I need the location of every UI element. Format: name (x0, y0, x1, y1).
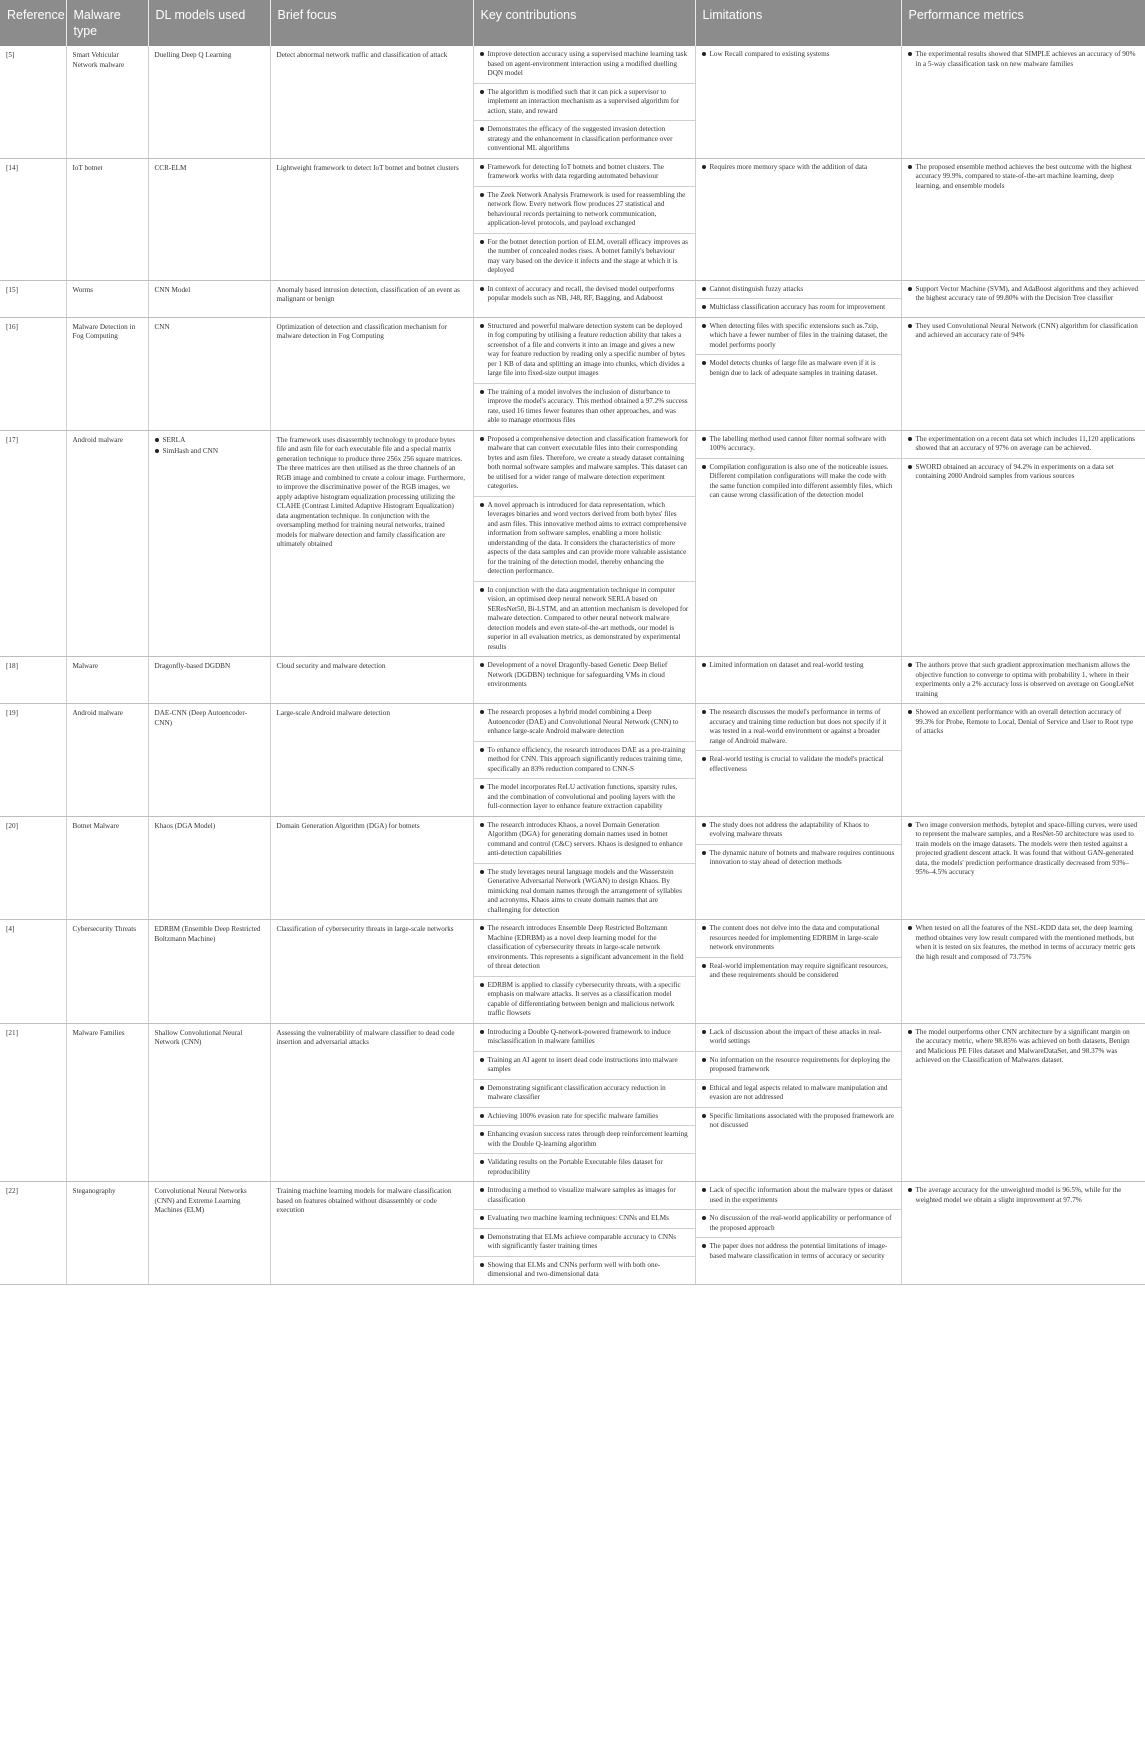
bullet-text: Limited information on dataset and real-world testing (709, 661, 864, 670)
bullet-item (474, 704, 695, 742)
cell-performance-metrics (901, 46, 1145, 158)
cell-malware-type: Worms (66, 280, 148, 317)
bullet-icon (908, 1030, 912, 1034)
cell-limitations (695, 46, 901, 158)
bullet-item (474, 1052, 695, 1080)
bullet-text: Achieving 100% evasion rate for specific malware families (487, 1111, 659, 1120)
bullet-item (696, 920, 901, 958)
table-header (0, 0, 1145, 46)
bullet-icon (480, 1086, 484, 1090)
bullet-item (474, 1108, 695, 1127)
bullet-icon (702, 823, 706, 827)
bullet-icon (480, 1160, 484, 1164)
bullet-text: When tested on all the features of the NSL-KDD data set, the deep learning method obtaines very low result compared with the mentioned methods, but when it is tested on six features, the method in terms of accuracy metric gets the high result and composed of 73.75% (915, 924, 1136, 961)
bullet-item (696, 159, 901, 177)
cell-dl-models: CNN (148, 317, 270, 430)
bullet-text: Enhancing evasion success rates through deep reinforcement learning with the Double Q-learning algorithm (487, 1130, 688, 1148)
cell-brief-focus: Anomaly based intrusion detection, classification of an event as malignant or benign (270, 280, 473, 317)
bullet-icon (908, 324, 912, 328)
cell-performance-metrics (901, 158, 1145, 280)
bullet-item (902, 817, 1145, 882)
bullet-icon (702, 305, 706, 309)
bullet-item (474, 384, 695, 430)
header-brief-focus: Brief focus (270, 0, 473, 46)
cell-malware-type: Malware (66, 657, 148, 704)
bullet-item (696, 355, 901, 382)
bullet-item (902, 46, 1145, 73)
bullet-text: Development of a novel Dragonfly-based Genetic Deep Belief Network (DGDBN) technique for safeguarding VMs in cloud environments (487, 661, 668, 689)
bullet-text: Introducing a method to visualize malware samples as images for classification (487, 1186, 676, 1204)
bullet-icon (702, 324, 706, 328)
bullet-icon (702, 465, 706, 469)
bullet-icon (908, 437, 912, 441)
cell-reference: [20] (0, 816, 66, 920)
cell-malware-type: Malware Families (66, 1023, 148, 1182)
bullet-item (474, 1257, 695, 1284)
bullet-icon (702, 1030, 706, 1034)
bullet-icon (480, 823, 484, 827)
bullet-icon (480, 165, 484, 169)
bullet-item (474, 431, 695, 497)
bullet-text: The model outperforms other CNN architecture by a significant margin on the accuracy metric, where 98.85% was achieved on both datasets, Benign and Malicious PE Files dataset and MalwareDataSet, and 98.37% was achieved on the Classification of Malwares dataset. (915, 1027, 1130, 1065)
bullet-item (474, 121, 695, 158)
bullet-icon (155, 438, 159, 442)
cell-dl-models: Convolutional Neural Networks (CNN) and Extreme Learning Machines (ELM) (148, 1182, 270, 1285)
bullet-text: When detecting files with specific extensions such as.7zip, which have a fewer number of files in the training dataset, the model performs poorly (709, 321, 888, 349)
bullet-item (902, 318, 1145, 345)
cell-key-contributions (473, 317, 695, 430)
bullet-icon (480, 437, 484, 441)
bullet-text: Structured and powerful malware detection system can be deployed in fog computing by utilising a feature reduction ability that takes a screenshot of a file and converts it into an image and gives a new way for feature reduction by reading only a specific number of bytes per 1 KB of data and splitting an image into chunks, which divides a large file into fixed-size output images (487, 321, 685, 378)
bullet-text: SERLA (162, 435, 186, 444)
cell-dl-models: CNN Model (148, 280, 270, 317)
bullet-text: Multiclass classification accuracy has room for improvement (709, 303, 886, 312)
bullet-text: In context of accuracy and recall, the devised model outperforms popular models such as NB, J48, RF, Bagging, and Adaboost (487, 284, 675, 303)
bullet-icon (480, 785, 484, 789)
cell-dl-models: Shallow Convolutional Neural Network (CNN) (148, 1023, 270, 1182)
bullet-text: The training of a model involves the inclusion of disturbance to improve the model's accuracy. This method obtained a 97.2% success rate, used 16 times fewer features than other approaches, and was able to manage enormous files (487, 387, 688, 425)
bullet-item (474, 742, 695, 780)
table-row (0, 704, 1145, 817)
cell-reference: [17] (0, 430, 66, 657)
bullet-icon (480, 1188, 484, 1192)
bullet-text: Evaluating two machine learning techniques: CNNs and ELMs (487, 1214, 669, 1223)
cell-brief-focus: Large-scale Android malware detection (270, 704, 473, 817)
bullet-item (696, 281, 901, 300)
bullet-item (474, 864, 695, 920)
bullet-item (474, 187, 695, 234)
bullet-text: Demonstrating that ELMs achieve comparable accuracy to CNNs with significantly faster training times (487, 1232, 677, 1251)
bullet-item (696, 459, 901, 505)
bullet-item (696, 1080, 901, 1108)
bullet-item (696, 1210, 901, 1238)
bullet-item (474, 817, 695, 864)
bullet-icon (702, 1188, 706, 1192)
cell-key-contributions (473, 920, 695, 1024)
bullet-text: They used Convolutional Neural Network (CNN) algorithm for classification and achieved an accuracy rate of 94% (915, 321, 1138, 340)
cell-performance-metrics (901, 657, 1145, 704)
bullet-item (902, 1024, 1145, 1070)
cell-brief-focus: Classification of cybersecurity threats in large-scale networks (270, 920, 473, 1024)
bullet-item (474, 318, 695, 384)
cell-limitations (695, 158, 901, 280)
cell-reference: [18] (0, 657, 66, 704)
bullet-text: The research introduces Ensemble Deep Restricted Boltzmann Machine (EDRBM) as a novel deep learning model for the classification of cybersecurity threats in large-scale network environments. This represents a significant advancement in the field of threat detection (487, 924, 684, 971)
cell-performance-metrics (901, 816, 1145, 920)
cell-key-contributions (473, 704, 695, 817)
bullet-item (696, 1182, 901, 1210)
bullet-icon (702, 165, 706, 169)
bullet-item (474, 497, 695, 582)
cell-reference: [16] (0, 317, 66, 430)
cell-dl-models: Khaos (DGA Model) (148, 816, 270, 920)
bullet-icon (480, 287, 484, 291)
bullet-icon (702, 710, 706, 714)
bullet-item (696, 1024, 901, 1052)
bullet-icon (702, 361, 706, 365)
bullet-text: The research proposes a hybrid model combining a Deep Autoencoder (DAE) and Convolutional Neural Network (CNN) to enhance large-scale Android malware detection (487, 708, 679, 736)
bullet-text: The research discusses the model's performance in terms of accuracy and training time reduction but does not specify if it was tested in a real-world environment or against a broader range of Android malware. (709, 708, 887, 745)
bullet-text: Lack of discussion about the impact of these attacks in real-world settings (709, 1027, 882, 1046)
bullet-text: SimHash and CNN (162, 447, 219, 456)
table-row (0, 280, 1145, 317)
bullet-item (474, 1154, 695, 1181)
bullet-icon (702, 757, 706, 761)
bullet-text: The research introduces Khaos, a novel Domain Generation Algorithm (DGA) for generating domain names used in botnet command and control (C&C) servers. Khaos is designed to enhance anti-detection capabilities (487, 820, 683, 858)
bullet-icon (480, 1114, 484, 1118)
header-limitations: Limitations (695, 0, 901, 46)
bullet-item (696, 817, 901, 845)
bullet-item (696, 299, 901, 317)
table-row (0, 158, 1145, 280)
cell-limitations (695, 657, 901, 704)
bullet-text: For the botnet detection portion of ELM, overall efficacy improves as the number of concealed nodes rises. A botnet family's behaviour may vary based on the device it infects and the stage at which it is deployed (487, 237, 688, 275)
bullet-item (474, 1229, 695, 1257)
cell-malware-type: Botnet Malware (66, 816, 148, 920)
bullet-icon (908, 710, 912, 714)
cell-key-contributions (473, 1182, 695, 1285)
bullet-item (696, 704, 901, 751)
bullet-item (474, 1126, 695, 1154)
cell-limitations (695, 1023, 901, 1182)
bullet-item (474, 920, 695, 977)
table-row (0, 1023, 1145, 1182)
cell-malware-type: Android malware (66, 430, 148, 657)
bullet-text: No information on the resource requirements for deploying the proposed framework (709, 1055, 891, 1074)
bullet-item (474, 46, 695, 84)
bullet-text: Improve detection accuracy using a supervised machine learning task based on agent-environment interaction using a modified duelling DQN model (487, 50, 688, 78)
cell-malware-type: Android malware (66, 704, 148, 817)
bullet-item (474, 1080, 695, 1108)
table-row (0, 1182, 1145, 1285)
bullet-icon (480, 503, 484, 507)
bullet-text: The study does not address the adaptability of Khaos to evolving malware threats (709, 820, 869, 839)
bullet-icon (702, 287, 706, 291)
table-body (0, 46, 1145, 1284)
cell-dl-models: EDRBM (Ensemble Deep Restricted Boltzmann Machine) (148, 920, 270, 1024)
bullet-item (696, 1052, 901, 1080)
bullet-icon (480, 240, 484, 244)
bullet-text: The labelling method used cannot filter normal software with 100% accuracy. (709, 434, 886, 453)
bullet-item (902, 1182, 1145, 1209)
bullet-item (696, 751, 901, 778)
cell-limitations (695, 317, 901, 430)
bullet-text: In conjunction with the data augmentation technique in computer vision, an optimised deep neural network SERLA based on SEResNet50, Bi-LSTM, and an attention mechanism is developed for malware detection. Compared to other neural network malware detection models and even state-of-the-art methods, our model is superior in all evaluation metrics, as demonstrated by experimental results (487, 585, 689, 651)
bullet-icon (702, 964, 706, 968)
bullet-item (902, 704, 1145, 741)
table-row (0, 46, 1145, 158)
header-malware-type: Malware type (66, 0, 148, 46)
cell-malware-type: Steganography (66, 1182, 148, 1285)
bullet-text: The average accuracy for the unweighted model is 96.5%, while for the weighted model we obtain a slight improvement at 97.7% (915, 1186, 1122, 1204)
cell-brief-focus: Cloud security and malware detection (270, 657, 473, 704)
bullet-icon (908, 823, 912, 827)
cell-malware-type: Malware Detection in Fog Computing (66, 317, 148, 430)
bullet-item (902, 159, 1145, 196)
bullet-item (696, 657, 901, 675)
bullet-text: Support Vector Machine (SVM), and AdaBoost algorithms and they achieved the highest accuracy rate of 99.80% with the Decision Tree classifier (915, 284, 1139, 303)
header-key-contributions: Key contributions (473, 0, 695, 46)
bullet-text: The content does not delve into the data and computational resources needed for implementing EDRBM in large-scale network environments (709, 924, 880, 952)
cell-dl-models: CCR-ELM (148, 158, 270, 280)
cell-key-contributions (473, 158, 695, 280)
bullet-text: The proposed ensemble method achieves the best outcome with the highest accuracy 99.9%, compared to state-of-the-art machine learning, deep learning, and ensemble models (915, 162, 1132, 190)
bullet-text: The dynamic nature of botnets and malware requires continuous innovation to stay ahead of detection methods (709, 848, 895, 867)
bullet-item (696, 1238, 901, 1265)
bullet-item (474, 1024, 695, 1052)
bullet-icon (702, 1086, 706, 1090)
bullet-icon (480, 588, 484, 592)
bullet-item (474, 1210, 695, 1229)
bullet-text: Compilation configuration is also one of the noticeable issues. Different compilation configurations will make the code with the same function compiled into different assembly files, which can cause wrong classification of the detection model (709, 462, 893, 500)
cell-malware-type: Smart Vehicular Network malware (66, 46, 148, 158)
bullet-icon (702, 926, 706, 930)
cell-reference: [22] (0, 1182, 66, 1285)
bullet-icon (908, 926, 912, 930)
bullet-text: The Zeek Network Analysis Framework is used for reassembling the network flow. Every network flow produces 27 statistical and behavioural records pertaining to network communication, application-level protocols, and payload exchanged (487, 190, 686, 228)
bullet-icon (480, 127, 484, 131)
cell-brief-focus: Training machine learning models for malware classification based on features obtained without disassembly or code execution (270, 1182, 473, 1285)
cell-key-contributions (473, 657, 695, 704)
bullet-item (696, 46, 901, 64)
bullet-text: Ethical and legal aspects related to malware manipulation and evasion are not addressed (709, 1083, 888, 1102)
bullet-item (474, 1182, 695, 1210)
cell-limitations (695, 1182, 901, 1285)
cell-key-contributions (473, 280, 695, 317)
bullet-icon (480, 390, 484, 394)
bullet-item (474, 234, 695, 280)
bullet-text: Demonstrates the efficacy of the suggested invasion detection strategy and the enhancement in classification performance over conventional ML algorithms (487, 125, 673, 153)
bullet-icon (480, 1263, 484, 1267)
bullet-icon (908, 663, 912, 667)
bullet-icon (480, 983, 484, 987)
bullet-text: Framework for detecting IoT botnets and botnet clusters. The framework works with data regarding automated behaviour (487, 162, 664, 181)
bullet-text: Validating results on the Portable Executable files dataset for reproducibility (487, 1158, 663, 1176)
bullet-icon (480, 324, 484, 328)
bullet-item (696, 1108, 901, 1135)
bullet-text: Showing that ELMs and CNNs perform well with both one-dimensional and two-dimensional data (487, 1260, 661, 1279)
bullet-item (155, 436, 264, 446)
cell-limitations (695, 704, 901, 817)
bullet-text: No discussion of the real-world applicability or performance of the proposed approach (709, 1214, 892, 1232)
cell-limitations (695, 280, 901, 317)
bullet-text: Showed an excellent performance with an overall detection accuracy of 99.3% for Probe, Remote to Local, Denial of Service and User to Root type of attacks (915, 708, 1134, 736)
bullet-icon (480, 1030, 484, 1034)
bullet-item (902, 920, 1145, 966)
bullet-icon (702, 437, 706, 441)
bullet-icon (480, 1216, 484, 1220)
bullet-item (474, 657, 695, 694)
bullet-item (474, 281, 695, 308)
cell-key-contributions (473, 430, 695, 657)
cell-brief-focus: Domain Generation Algorithm (DGA) for botnets (270, 816, 473, 920)
bullet-icon (908, 287, 912, 291)
bullet-text: The experimentation on a recent data set which includes 11,120 applications showed that an accuracy of 97% on average can be achieved. (915, 434, 1135, 453)
bullet-icon (480, 663, 484, 667)
cell-reference: [14] (0, 158, 66, 280)
bullet-text: Requires more memory space with the addition of data (709, 162, 868, 171)
bullet-text: Specific limitations associated with the proposed framework are not discussed (709, 1111, 895, 1130)
bullet-icon (908, 1188, 912, 1192)
cell-performance-metrics (901, 317, 1145, 430)
bullet-icon (480, 52, 484, 56)
bullet-text: Introducing a Double Q-network-powered framework to induce misclassification in malware families (487, 1027, 671, 1046)
cell-dl-models: Duelling Deep Q Learning (148, 46, 270, 158)
bullet-text: Two image conversion methods, byteplot and space-filling curves, were used to represent the malware samples, and a ResNet-50 architecture was used to train models on the image datasets. The models were then tested against a projected gradient descent attack. It was found that without GAN-generated data, the models' prediction performance drastically decreased from 93%–95%–4.5% accuracy (915, 820, 1138, 877)
bullet-text: Lack of specific information about the malware types or dataset used in the experiments (709, 1186, 893, 1204)
bullet-item (474, 977, 695, 1023)
header-dl-models: DL models used (148, 0, 270, 46)
bullet-icon (480, 90, 484, 94)
table-row (0, 657, 1145, 704)
bullet-item (696, 958, 901, 985)
bullet-text: Cannot distinguish fuzzy attacks (709, 284, 804, 293)
bullet-icon (908, 165, 912, 169)
cell-dl-models (148, 430, 270, 657)
bullet-icon (908, 465, 912, 469)
bullet-icon (480, 870, 484, 874)
cell-brief-focus: Detect abnormal network traffic and classification of attack (270, 46, 473, 158)
cell-limitations (695, 816, 901, 920)
bullet-icon (480, 193, 484, 197)
bullet-text: Low Recall compared to existing systems (709, 50, 830, 59)
bullet-text: The authors prove that such gradient approximation mechanism allows the objective function to converge to optima with probability 1, where in their experiments only a 2% accuracy loss is observed on average on GoogLeNet training (915, 661, 1135, 698)
cell-brief-focus: Lightweight framework to detect IoT botnet and botnet clusters (270, 158, 473, 280)
bullet-icon (480, 1058, 484, 1062)
bullet-text: The experimental results showed that SIMPLE achieves an accuracy of 90% in a 5-way classification task on new malware families (915, 50, 1136, 68)
table-row (0, 317, 1145, 430)
cell-key-contributions (473, 46, 695, 158)
header-performance-metrics: Performance metrics (901, 0, 1145, 46)
bullet-item (902, 657, 1145, 703)
bullet-item (902, 459, 1145, 486)
cell-performance-metrics (901, 1182, 1145, 1285)
bullet-item (696, 431, 901, 459)
bullet-item (474, 159, 695, 187)
bullet-item (696, 845, 901, 872)
cell-performance-metrics (901, 280, 1145, 317)
cell-performance-metrics (901, 920, 1145, 1024)
cell-dl-models: Dragonfly-based DGDBN (148, 657, 270, 704)
bullet-item (474, 84, 695, 122)
cell-reference: [5] (0, 46, 66, 158)
bullet-icon (702, 52, 706, 56)
cell-reference: [15] (0, 280, 66, 317)
bullet-icon (480, 710, 484, 714)
table-row (0, 816, 1145, 920)
cell-reference: [21] (0, 1023, 66, 1182)
cell-reference: [19] (0, 704, 66, 817)
bullet-icon (480, 748, 484, 752)
bullet-text: Real-world implementation may require significant resources, and these requirements should be considered (709, 961, 888, 980)
bullet-text: To enhance efficiency, the research introduces DAE as a pre-training method for CNN. This approach significantly reduces training time, specifically an 83% reduction compared to CNN-S (487, 745, 686, 773)
cell-reference: [4] (0, 920, 66, 1024)
cell-brief-focus: Optimization of detection and classification mechanism for malware detection in Fog Computing (270, 317, 473, 430)
cell-dl-models: DAE-CNN (Deep Autoencoder-CNN) (148, 704, 270, 817)
cell-performance-metrics (901, 1023, 1145, 1182)
bullet-text: Training an AI agent to insert dead code instructions into malware samples (487, 1055, 678, 1074)
bullet-icon (702, 851, 706, 855)
cell-limitations (695, 430, 901, 657)
cell-key-contributions (473, 1023, 695, 1182)
bullet-text: Demonstrating significant classification accuracy reduction in malware classifier (487, 1083, 666, 1102)
bullet-icon (480, 926, 484, 930)
cell-performance-metrics (901, 430, 1145, 657)
table-row (0, 920, 1145, 1024)
bullet-text: The model incorporates ReLU activation functions, sparsity rules, and the combination of convolutional and pooling layers with the full-connection layer to enhance feature extraction capability (487, 783, 678, 811)
bullet-text: Real-world testing is crucial to validate the model's practical effectiveness (709, 755, 884, 773)
cell-key-contributions (473, 816, 695, 920)
bullet-item (474, 582, 695, 657)
bullet-text: The paper does not address the potential limitations of image-based malware classification in terms of accuracy or security (709, 1242, 888, 1260)
table-row (0, 430, 1145, 657)
bullet-item (696, 318, 901, 356)
bullet-icon (155, 449, 159, 453)
bullet-text: The algorithm is modified such that it can pick a supervisor to implement an interaction mechanism as a supervised algorithm for action, state, and reward (487, 87, 680, 115)
cell-brief-focus: The framework uses disassembly technology to produce bytes file and asm file for each executable file and a special matrix generation technique to produce three 256x 256 square matrices. The three matrices are then utilised as the three channels of an RGB image and combined to create a colour image. Furthermore, to improve the discriminative power of the RGB images, we apply adaptive histogram equalization processing utilizing the CLAHE (Contrast Limited Adaptive Histogram Equalization) data augmentation technique. In conjunction with the oversampling method for training neural networks, trained models for malware detection and family classification are ultimately obtained (270, 430, 473, 657)
bullet-text: A novel approach is introduced for data representation, which leverages binaries and word vectors derived from both bytes' files and asm files. This innovative method aims to extract comprehensive information from software samples, enabling a more holistic understanding of the data. It considers the characteristics of more aspects of the data samples and can provide more valuable assistance for the training of the detection model, thereby enhancing the detection performance. (487, 500, 687, 576)
bullet-item (902, 431, 1145, 459)
cell-performance-metrics (901, 704, 1145, 817)
bullet-text: EDRBM is applied to classify cybersecurity threats, with a specific emphasis on malware attacks. It serves as a classification model capable of differentiating between benign and malicious network traffic flowsets (487, 980, 681, 1018)
bullet-icon (702, 1114, 706, 1118)
bullet-icon (480, 1132, 484, 1136)
header-reference: Reference (0, 0, 66, 46)
bullet-text: Proposed a comprehensive detection and classification framework for malware that can convert executable files into their corresponding bytes and asm files. Therefore, we create a steady dataset containing both normal software samples and malware samples. This dataset can be utilised for a wider range of malware detection experiment categories. (487, 434, 689, 491)
cell-limitations (695, 920, 901, 1024)
bullet-icon (702, 1058, 706, 1062)
bullet-icon (702, 1216, 706, 1220)
cell-brief-focus: Assessing the vulnerability of malware classifier to dead code insertion and adversarial attacks (270, 1023, 473, 1182)
bullet-icon (908, 52, 912, 56)
bullet-item (474, 779, 695, 816)
bullet-text: SWORD obtained an accuracy of 94.2% in experiments on a data set containing 2000 Android samples from various sources (915, 462, 1114, 481)
bullet-item (155, 447, 264, 457)
cell-malware-type: IoT botnet (66, 158, 148, 280)
cell-malware-type: Cybersecurity Threats (66, 920, 148, 1024)
bullet-icon (480, 1235, 484, 1239)
bullet-icon (702, 1244, 706, 1248)
bullet-icon (702, 663, 706, 667)
bullet-text: Model detects chunks of large file as malware even if it is benign due to lack of adequate samples in training dataset. (709, 359, 878, 377)
bullet-text: The study leverages neural language models and the Wasserstein Generative Adversarial Network (WGAN) to design Khaos. By mimicking real domain names through the arrangement of syllables and acronyms, Khaos aims to create domain names that are challenging for detection (487, 867, 682, 914)
bullet-item (902, 281, 1145, 308)
